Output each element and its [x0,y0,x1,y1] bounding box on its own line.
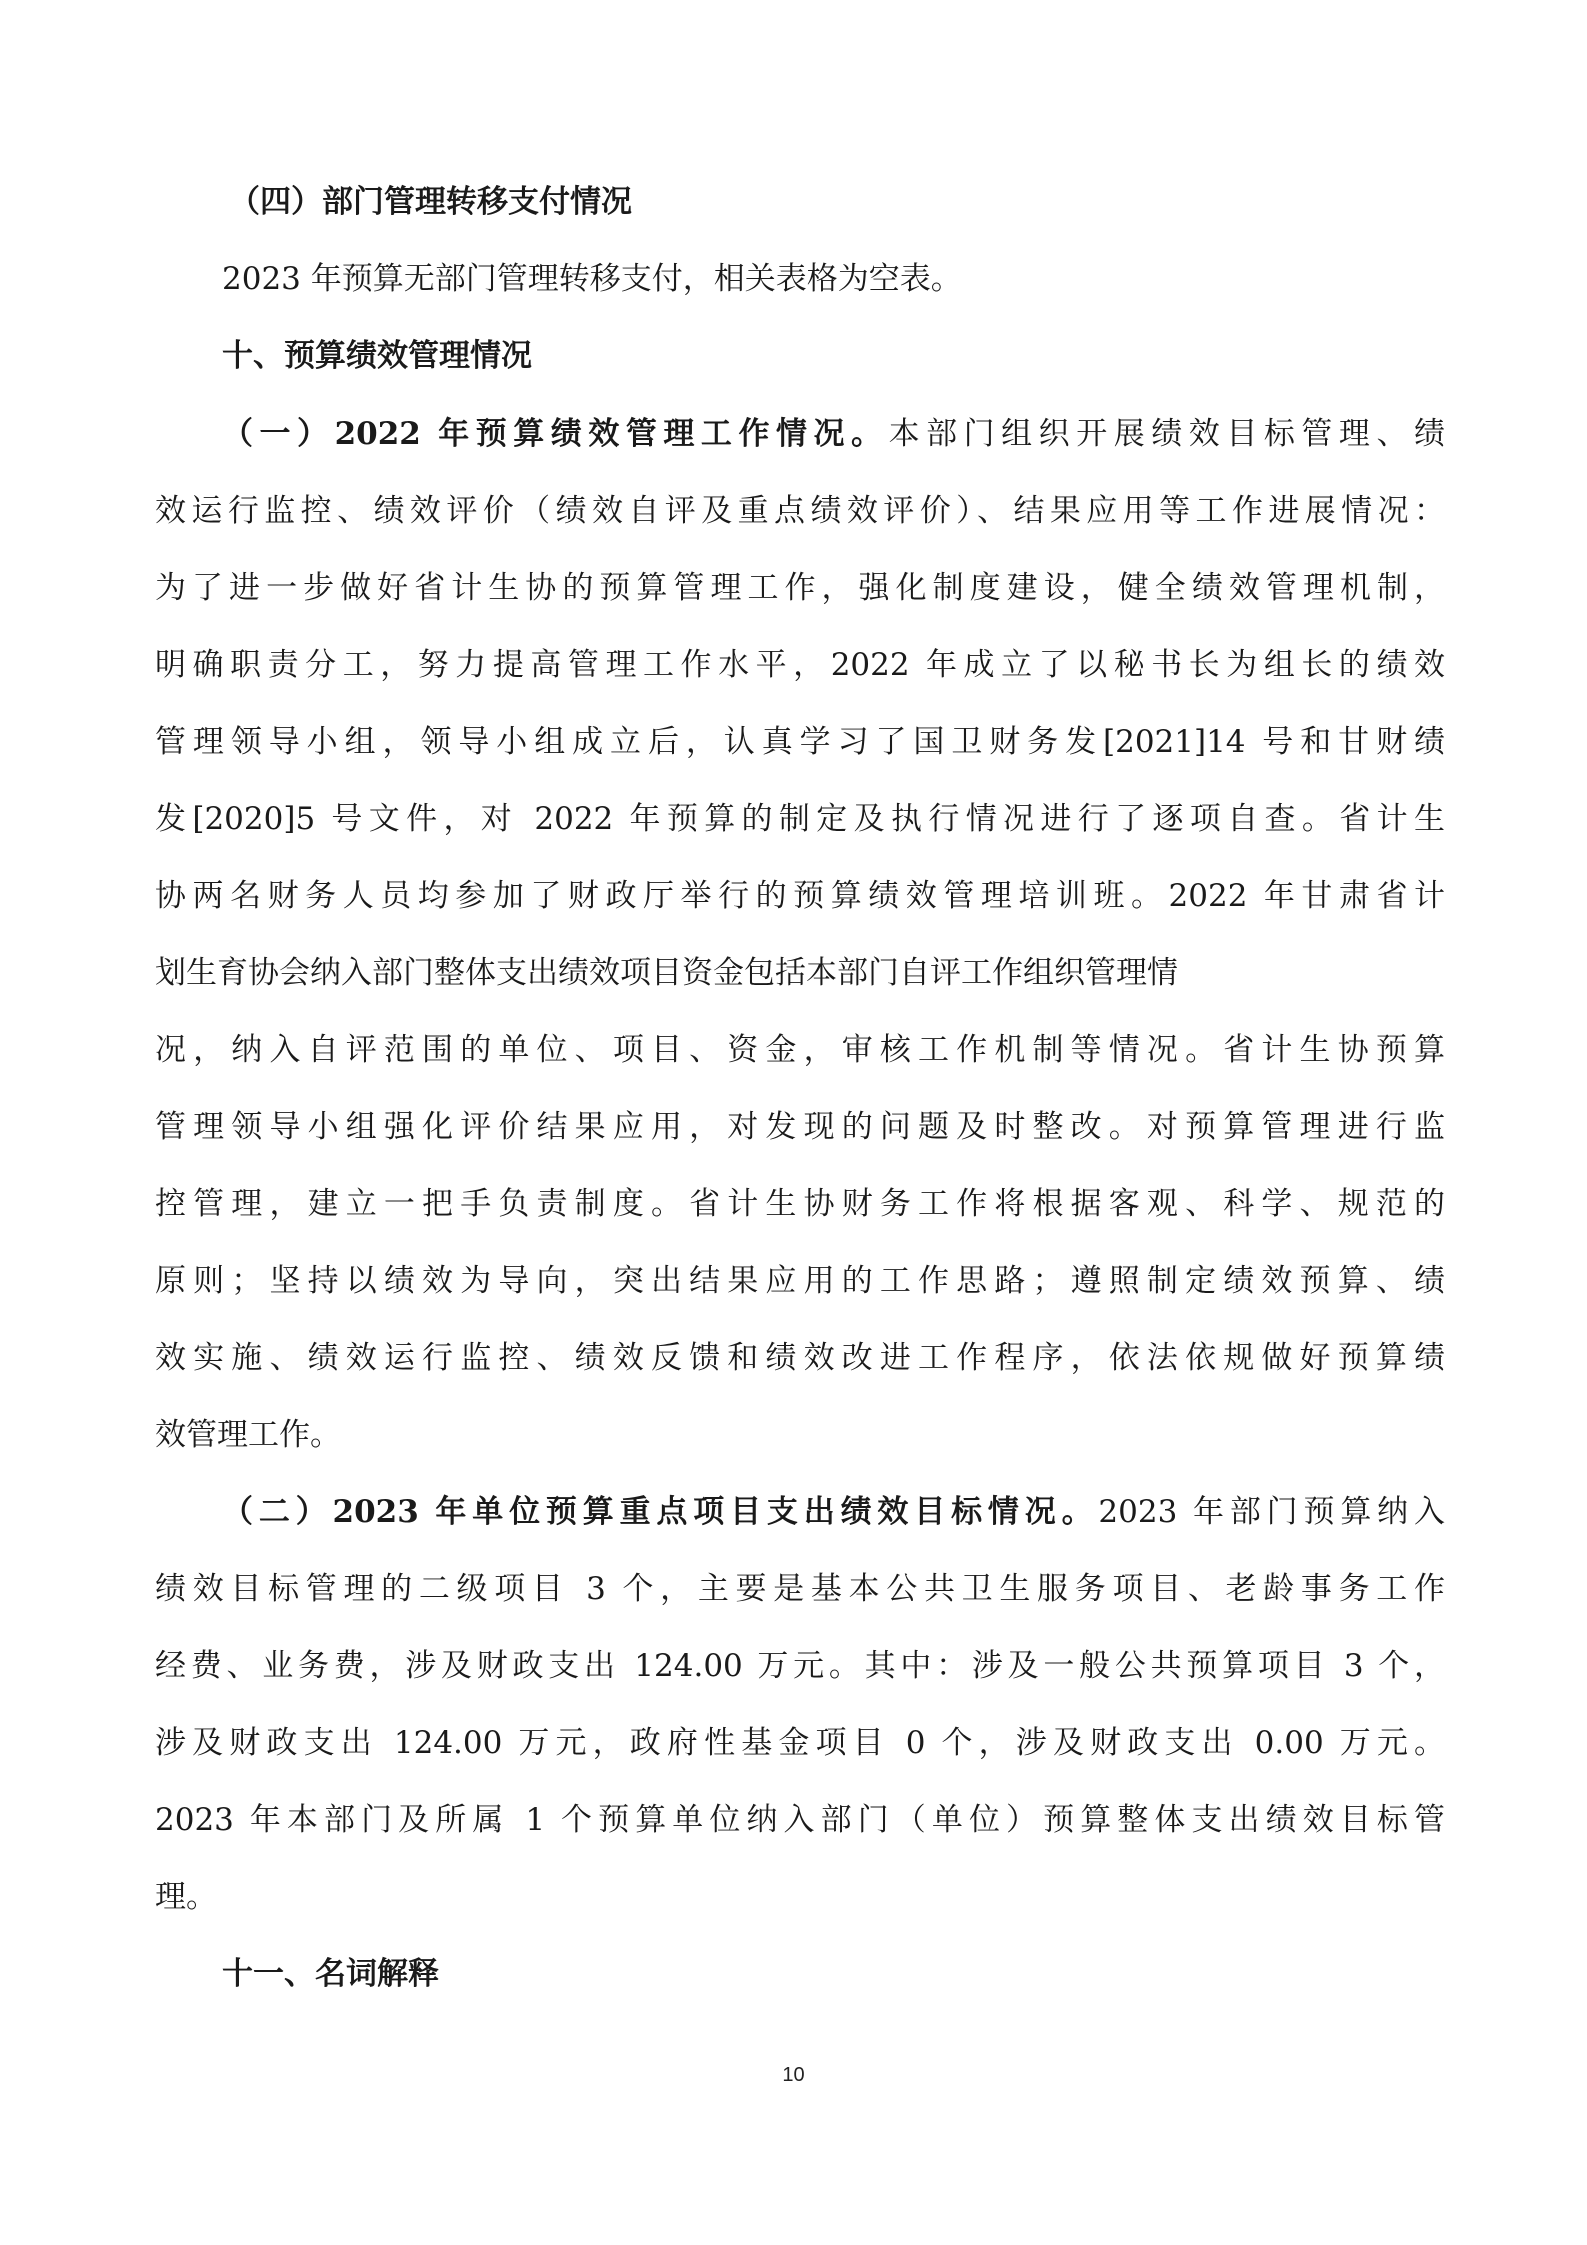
paragraph-2-line: 理。 [155,1879,217,1915]
paragraph-2-line: 涉及财政支出 124.00 万元，政府性基金项目 0 个，涉及财政支出 0.00 万元。 [155,1725,1445,1761]
paragraph-1-line: 为了进一步做好省计生协的预算管理工作，强化制度建设，健全绩效管理机制， [155,570,1445,606]
paragraph-1-line: 管理领导小组强化评价结果应用，对发现的问题及时整改。对预算管理进行监 [155,1109,1445,1145]
section-4-heading: （四）部门管理转移支付情况 [229,184,632,220]
paragraph-1-line: 况，纳入自评范围的单位、项目、资金，审核工作机制等情况。省计生协预算 [155,1032,1445,1068]
section-11-heading: 十一、名词解释 [222,1956,439,1992]
paragraph-1-line: 明确职责分工，努力提高管理工作水平，2022 年成立了以秘书长为组长的绩效 [155,647,1445,683]
paragraph-1-line: 原则；坚持以绩效为导向，突出结果应用的工作思路；遵照制定绩效预算、绩 [155,1263,1445,1299]
paragraph-1-line: 划生育协会纳入部门整体支出绩效项目资金包括本部门自评工作组织管理情 [155,955,1178,991]
section-10-heading: 十、预算绩效管理情况 [222,338,532,374]
paragraph-1-line: 效管理工作。 [155,1417,341,1453]
paragraph-1-line: 效运行监控、绩效评价（绩效自评及重点绩效评价）、结果应用等工作进展情况： [155,493,1445,529]
paragraph-1-line: 协两名财务人员均参加了财政厅举行的预算绩效管理培训班。2022 年甘肃省计 [155,878,1445,914]
paragraph-2-line: 2023 年本部门及所属 1 个预算单位纳入部门（单位）预算整体支出绩效目标管 [155,1802,1445,1838]
paragraph-2-line: （二）2023 年单位预算重点项目支出绩效目标情况。2023 年部门预算纳入 [222,1494,1446,1530]
paragraph-2-line: 经费、业务费，涉及财政支出 124.00 万元。其中：涉及一般公共预算项目 3 个， [155,1648,1445,1684]
paragraph-1-line: （一）2022 年预算绩效管理工作情况。本部门组织开展绩效目标管理、绩 [222,416,1445,452]
paragraph-2-lead: （二）2023 年单位预算重点项目支出绩效目标情况。 [222,1494,1099,1530]
paragraph-1-lead: （一）2022 年预算绩效管理工作情况。 [222,416,889,452]
paragraph-1-line: 管理领导小组，领导小组成立后，认真学习了国卫财务发[2021]14 号和甘财绩 [155,724,1445,760]
paragraph-1-line: 发[2020]5 号文件，对 2022 年预算的制定及执行情况进行了逐项自查。省计生 [155,801,1445,837]
paragraph-1-line: 效实施、绩效运行监控、绩效反馈和绩效改进工作程序，依法依规做好预算绩 [155,1340,1445,1376]
section-4-text: 2023 年预算无部门管理转移支付，相关表格为空表。 [222,261,962,297]
paragraph-2-line: 绩效目标管理的二级项目 3 个，主要是基本公共卫生服务项目、老龄事务工作 [155,1571,1445,1607]
paragraph-1-line: 控管理，建立一把手负责制度。省计生协财务工作将根据客观、科学、规范的 [155,1186,1445,1222]
page-number: 10 [782,2064,805,2086]
